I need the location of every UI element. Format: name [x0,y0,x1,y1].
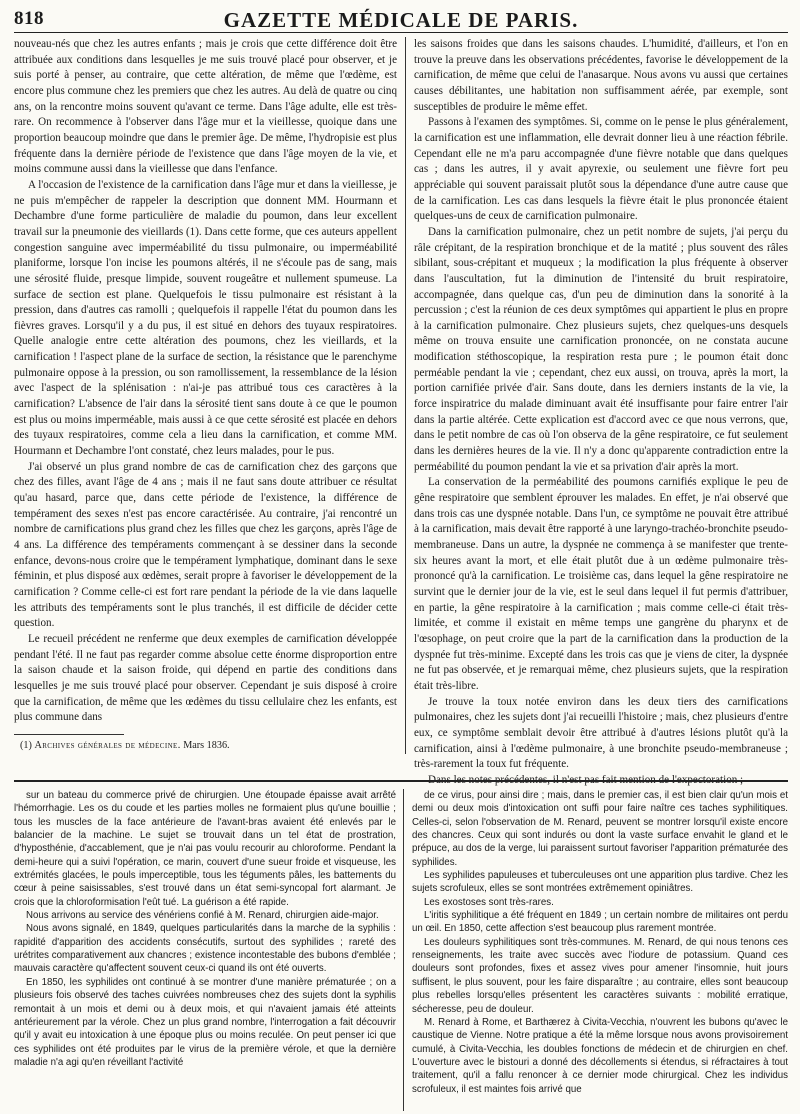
paragraph: La conservation de la perméabilité des poumons carnifiés explique le peu de gêne respiratoire que semblent éprouver les malades. En effet, je n'ai observé que dans trois cas une dyspnée notable. Dans l'un, ce symptôme ne pouvait être attribué à la carnification, mais devait être rapporté à une laryngo-trachéo-bronchite pseudo-membraneuse. Dans un autre, la dyspnée ne commença à se manifester que trente-six heures avant la mort, et elle était plutôt due à un œdème pulmonaire très-prononcé qu'à la carnification. Le troisième cas, dans lequel la gêne respiratoire ne survint que le dernier jour de la vie, est le seul dans lequel il fut permis d'attribuer, en partie, la gêne respiratoire à la carnification ; mais comme celle-ci était très-limitée, et comme il existait en même temps une gangrène du pharynx et de l'œsophage, on peut croire que la part de la carnification dans la production de la dyspnée fut très-minime. Excepté dans les trois cas que je viens de citer, la dyspnée ne fut pas observée, et je remarquai même, chez plusieurs sujets, que la respiration était très-libre. [414,476,788,692]
footnote-rule [14,734,124,735]
paragraph: Passons à l'examen des symptômes. Si, comme on le pense le plus généralement, la carnification est une inflammation, elle devrait donner lieu à une réaction fébrile. Cependant elle ne m'a paru accompagnée d'une fièvre notable que dans quelques cas ; dans les autres, il y avait apyrexie, ou seulement une fièvre fort peu appréciable qui souvent paraissait plutôt sous la dépendance d'une autre cause que de la carnification. Les cas dans lesquels la fièvre était le plus prononcée étaient quelques-uns de ceux de carnification pulmonaire. [414,116,788,223]
footnote-date: Mars 1836. [183,739,230,751]
paragraph: les saisons froides que dans les saisons chaudes. L'humidité, d'ailleurs, et l'on en trouve la preuve dans les observations précédentes, favorise le développement de la carnification, de même que celui de l'anasarque. Nous avons vu aussi que certaines causes débilitantes, une habitation non suffisamment aérée, par exemple, sont susceptibles de produire le même effet. [414,38,788,113]
running-header [14,6,788,33]
paragraph: nouveau-nés que chez les autres enfants ; mais je crois que cette différence doit être attribuée aux conditions dans lesquelles je me suis trouvé placé pour observer, et je suis porté à penser, au contraire, que cette altération, de même que l'œdème, est encore plus commune chez les premiers que chez les autres. Au delà de quatre ou cinq ans, on la rencontre moins souvent qu'avant ce terme. Dans l'âge adulte, elle est très-rare. On recommence à l'observer dans l'âge mur et la vieillesse, quoique dans une proportion beaucoup moindre que dans le premier âge. De même, l'hydropisie est plus fréquente dans la dernière période de l'existence que dans l'âge moyen de la vie, et moins commune aussi dans la vieillesse que dans l'enfance. [14,38,397,176]
lower-article [14,789,788,1111]
paragraph: sur un bateau du commerce privé de chirurgien. Une étoupade épaisse avait arrêté l'hémorrhagie. Les os du coude et les parties molles ne formaient plus qu'une bouillie ; tous les muscles de la face antérieure de l'avant-bras avaient été enlevés par le balancier de la machine. Le sujet se trouvait dans un tel état de prostration, d'hyposthénie, d'accablement, que je n'ai pas voulu recourir au chloroforme. Pendant la demi-heure qui a suivi l'opération, ce marin, couvert d'une sueur froide et visqueuse, les extrémités glacées, le pouls imperceptible, tous les téguments pâles, les battements du cœur à peine saisissables, s'est trouvé dans un état semi-syncopal fort alarmant. Je crois que la chloroformisation l'eût tué. La guérison a été rapide. [14,790,396,908]
footnote-source: Archives générales de médecine. [34,739,181,751]
lower-right-column [403,789,788,1111]
lower-left-column [14,789,403,1111]
paragraph: Les douleurs syphilitiques sont très-communes. M. Renard, de qui nous tenons ces renseignements, les traite avec succès avec l'iodure de potassium. Quand ces douleurs sont profondes, fixes et assez vives pour amener l'insomnie, huit jours suffisent, le plus souvent, pour les faire disparaître ; au contraire, elles sont beaucoup plus rebelles lorsqu'elles présentent les caractères suivants : mobilité erratique, sécheresse, peu de douleur. [412,936,788,1015]
paragraph: A l'occasion de l'existence de la carnification dans l'âge mur et dans la vieillesse, je ne puis m'empêcher de rappeler la description que donnent MM. Hourmann et Dechambre d'une forme particulière de maladie du poumon, dans leur excellent travail sur la pneumonie des vieillards (1). Dans cette forme, que ces auteurs appellent congestion sanguine avec imperméabilité du tissu pulmonaire, ou imperméabilité planiforme, lorsque l'on incise les poumons altérés, il ne s'écoule pas de sang, mais une sérosité fluide, presque limpide, souvent rougeâtre et nullement spumeuse. La surface de section est plane. Quelquefois le tissu pulmonaire est résistant à la pression, dans d'autres cas ramolli ; quelquefois il rappelle l'état du poumon dans les fièvres graves. Lorsqu'il y a du pus, il est situé en dehors des tuyaux respiratoires. Quelle analogie entre cette altération des poumons, chez les vieillards, et la carnification ! l'aspect plane de la surface de section, la résistance que le parenchyme pulmonaire oppose à la pression, ou son ramollissement, la ressemblance de la lésion avec l'aspect de la splénisation : n'ai-je pas attribué tous ces caractères à la carnification? L'absence de l'air dans la sérosité tient sans doute à ce que le poumon est plus ou moins imperméable, mais aussi à ce que cette sérosité est placée en dehors des tuyaux respiratoires, comme cela a lieu dans la carnification, et comme MM. Hourmann et Dechambre l'ont constaté, chez leurs malades, pour le pus. [14,178,397,458]
paragraph: J'ai observé un plus grand nombre de cas de carnification chez des garçons que chez des filles, avant l'âge de 4 ans ; mais il ne faut sans doute attribuer ce résultat qu'au hasard, parce que, dans cette période de l'existence, la différence de tempérament des sexes n'est pas encore caractérisée. Au contraire, j'ai rencontré un nombre de carnifications plus grand chez les filles que chez les garçons, après l'âge de 4 ans. La différence des tempéraments commençant à se dessiner dans la seconde enfance, devons-nous croire que le tempérament lymphatique, dominant dans le sexe féminin, et plus disposé aux œdèmes, serait propre à favoriser le développement de la carnification ? Comme celle-ci est fort rare pendant la période de la vie dans laquelle les attributs des tempéraments sont le plus tranchés, il est difficile de décider cette question. [14,460,397,630]
upper-left-column [14,37,405,754]
paragraph: Le recueil précédent ne renferme que deux exemples de carnification développée pendant l'été. Il ne faut pas regarder comme absolue cette énorme disproportion entre la saison chaude et la saison froide, qui dépend en partie des conditions dans lesquelles je me suis trouvé placé pour observer. Cependant je suis disposé à croire que la carnification, de même que les œdèmes du tissu cellulaire chez les enfants, est plus commune dans [14,632,397,724]
paragraph: Je trouve la toux notée environ dans les deux tiers des carnifications pulmonaires, chez les sujets dont j'ai recueilli l'histoire ; mais, chez plusieurs d'entre eux, ce symptôme semblait devoir être attribué à d'autres lésions plutôt qu'à la carnification, ainsi à l'œdème pulmonaire, à une bronchite pseudo-membraneuse ; très-rarement la toux fut fréquente. [414,695,788,771]
paragraph: de ce virus, pour ainsi dire ; mais, dans le premier cas, il est bien clair qu'un mois et demi ou deux mois d'intoxication ont suffi pour faire naître ces taches syphilitiques. Celles-ci, selon l'observation de M. Renard, peuvent se montrer lorsqu'il existe encore des chancres. Ceux qui sont indurés ou dont la vaste surface envahit le gland et le prépuce, au dos de la verge, lui paraissent surtout favoriser l'apparition prématurée des syphilides. [412,790,788,868]
paragraph: Dans la carnification pulmonaire, chez un petit nombre de sujets, j'ai perçu du râle crépitant, de la respiration bronchique et de la matité ; plus souvent des râles sibilant, sous-crépitant et muqueux ; la modification la plus fréquente à observer dans l'auscultation, fut la diminution de l'intensité du bruit respiratoire, accompagnée, dans quelque cas, d'un peu de diminution dans la sonorité à la percussion ; c'est la réunion de ces deux symptômes qui appartient le plus en propre à la carnification pulmonaire. Chez plusieurs sujets, chez quelques-uns desquels même on trouva ensuite une carnification prononcée, on ne constata aucune modification stéthoscopique, la respiration resta pure ; le poumon était donc perméable pendant la vie ; cependant, chez eux aussi, on trouva, après la mort, la portion carnifiée privée d'air. Sans doute, dans les derniers instants de la vie, la force inspiratrice du malade diminuant avait été insuffisante pour faire entrer l'air dans la partie altérée. Cette explication est d'accord avec ce que nous verrons, que, dans le petit nombre de cas où l'on observa de la gêne respiratoire, ce fut seulement dans les dernières heures de la vie. Il n'y a donc qu'apparente contradiction entre la perméabilité du poumon pendant la vie et sa privation d'air après la mort. [414,225,788,473]
paragraph: Les exostoses sont très-rares. [424,896,554,908]
paragraph: En 1850, les syphilides ont continué à se montrer d'une manière prématurée ; on a plusieurs fois observé des taches cuivrées nombreuses chez des sujets dont la syphilis remontait à un mois et demi ou à deux mois, et qui n'avaient jamais été atteints antérieurement par la vérole. Chez un plus grand nombre, l'interrogation a fait découvrir qu'il y avait eu intoxication à une époque plus ou moins reculée. On peut penser ici que ces syphilides ont été produites par le virus de la première vérole, et que la dernière maladie n'a agi qu'en réveillant l'activité [14,976,396,1068]
paragraph: L'iritis syphilitique a été fréquent en 1849 ; un certain nombre de militaires ont perdu un œil. En 1850, cette affection s'est beaucoup plus rarement montrée. [412,910,788,935]
upper-right-column [405,37,788,786]
paragraph: Nous arrivons au service des vénériens confié à M. Renard, chirurgien aide-major. [26,910,379,922]
paragraph: Nous avons signalé, en 1849, quelques particularités dans la marche de la syphilis : rapidité d'apparition des accidents consécutifs, surtout des syphilides ; rareté des urétrites comparativement aux chancres ; existence incontestable des bubons d'emblée ; mauvais caractère qu'affectent souvent ceux-ci quand ils ont été ouverts. [14,923,396,975]
upper-article [14,37,788,786]
page-number: 818 [14,8,44,29]
footnote [20,739,397,752]
paragraph: M. Renard à Rome, et Barthærez à Civita-Vecchia, n'ouvrent les bubons qu'avec le caustique de Vienne. Notre pratique a été la même lorsque nous avons provisoirement cumulé, à Civita-Vecchia, les doubles fonctions de médecin et de chirurgien en chef. L'ouverture avec le bistouri a donné des décollements si étendus, si réfractaires à tout traitement, qu'il a fallu renoncer à ce dernier mode chirurgical. Chez les individus scrofuleux, il est maintes fois arrivé que [412,1016,788,1095]
paragraph: Dans les notes précédentes, il n'est pas fait mention de l'expectoration ; [428,773,744,786]
section-divider [14,780,788,782]
journal-title: GAZETTE MÉDICALE DE PARIS. [223,8,579,32]
paragraph: Les syphilides papuleuses et tuberculeuses ont une apparition plus tardive. Chez les sujets scrofuleux, elles se sont montrées extrêmement opiniâtres. [412,870,788,895]
footnote-marker: (1) [20,739,32,751]
